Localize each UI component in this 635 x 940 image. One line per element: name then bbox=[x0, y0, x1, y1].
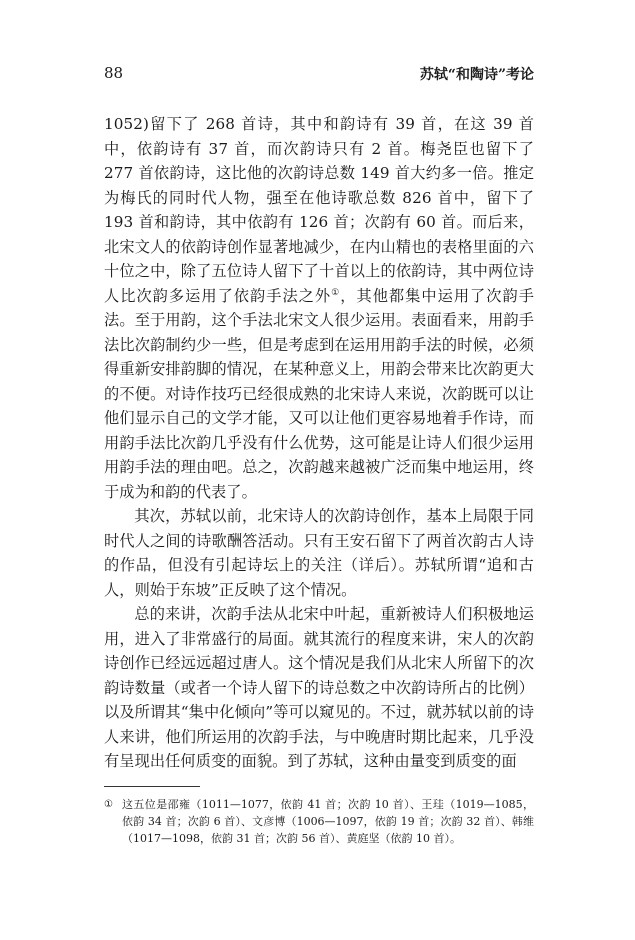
footnote-marker: ① bbox=[104, 799, 113, 810]
footnote-text: 这五位是邵雍（1011—1077，依韵 41 首；次韵 10 首）、王珪（1019—1085，依韵 34 首；次韵 6 首）、文彦博（1006—1097，依韵 19 首；次韵 32 首）、韩维（1017—1098，依韵 31 首；次韵 56 首）、黄庭坚（依韵 10 首）。 bbox=[122, 798, 534, 845]
page-number: 88 bbox=[104, 64, 124, 82]
main-text bbox=[104, 112, 534, 774]
footnote-reference[interactable]: ① bbox=[331, 287, 341, 298]
footnote bbox=[104, 796, 534, 847]
paragraph-1-part-b: ，其他都集中运用了次韵手法。至于用韵，这个手法北宋文人很少运用。表面看来，用韵手法比次韵制约少一些，但是考虑到在运用用韵手法的时候，必须得重新安排韵脚的情况，在某种意义上，用韵会带来比次韵更大的不便。对诗作技巧已经很成熟的北宋诗人来说，次韵既可以让他们显示自己的文学才能，又可以让他们更容易地着手作诗，而用韵手法比次韵几乎没有什么优势，这可能是让诗人们很少运用用韵手法的理由吧。总之，次韵越来越被广泛而集中地运用，终于成为和韵的代表了。 bbox=[104, 286, 534, 501]
paragraph-1 bbox=[104, 112, 534, 504]
footnote-divider bbox=[104, 786, 200, 787]
running-title: 苏轼“和陶诗”考论 bbox=[419, 67, 534, 83]
paragraph-3: 总的来讲，次韵手法从北宋中叶起，重新被诗人们积极地运用，进入了非常盛行的局面。就其流行的程度来讲，宋人的次韵诗创作已经远远超过唐人。这个情况是我们从北宋人所留下的次韵诗数量（或者一个诗人留下的诗总数之中次韵诗所占的比例）以及所谓其“集中化倾向”等可以窥见的。不过，就苏轼以前的诗人来讲，他们所运用的次韵手法，与中晚唐时期比起来，几乎没有呈现出任何质变的面貌。到了苏轼，这种由量变到质变的面 bbox=[104, 605, 534, 770]
page-header bbox=[104, 64, 534, 86]
paragraph-2: 其次，苏轼以前，北宋诗人的次韵诗创作，基本上局限于同时代人之间的诗歌酬答活动。只有王安石留下了两首次韵古人诗的作品，但没有引起诗坛上的关注（详后）。苏轼所谓“追和古人，则始于东坡”正反映了这个情况。 bbox=[104, 507, 534, 599]
paragraph-1-part-a: 1052)留下了 268 首诗，其中和韵诗有 39 首，在这 39 首中，依韵诗有 37 首，而次韵诗只有 2 首。梅尧臣也留下了 277 首依韵诗，这比他的次韵诗总数 149 首大约多一倍。推定为梅氏的同时代人物，强至在他诗歌总数 826 首中，留下了 193 首和韵诗，其中依韵有 126 首；次韵有 60 首。而后来，北宋文人的依韵诗创作显著地减少，在内山精也的表格里面的六十位之中，除了五位诗人留下了十首以上的依韵诗，其中两位诗人比次韵多运用了依韵手法之外 bbox=[104, 115, 534, 305]
